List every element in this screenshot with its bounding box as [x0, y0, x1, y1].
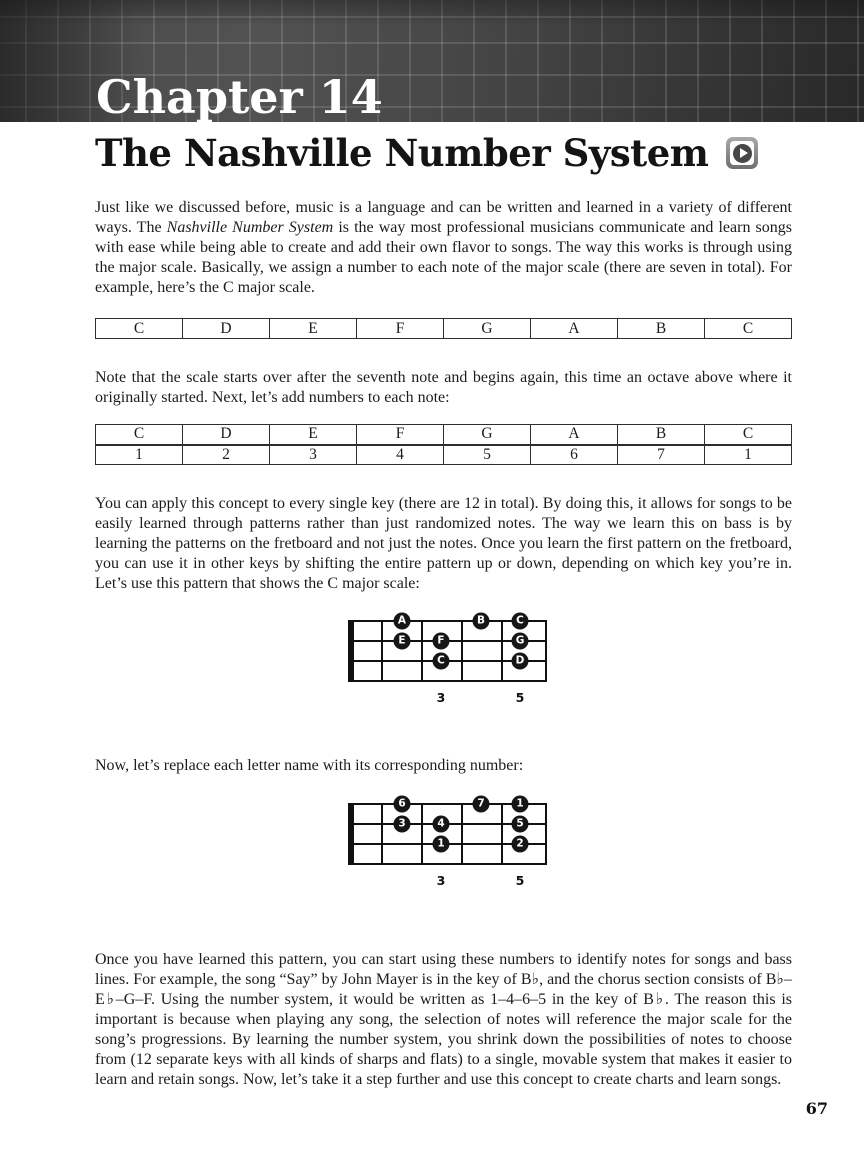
intro-text-start: Just like we discussed before, music is a language and can be written and learned in a variety of different ways. The: [95, 199, 792, 236]
play-triangle-icon: [733, 144, 752, 163]
nashville-number-system-term: Nashville Number System: [166, 219, 334, 236]
fret-number-label: 3: [436, 690, 446, 705]
fret-number-label: 3: [436, 873, 446, 888]
fret-line: [461, 803, 463, 865]
number-cell: 1: [96, 445, 183, 465]
fret-dot: 4: [433, 816, 450, 833]
note-cell: C: [705, 319, 792, 339]
fret-dot: 1: [512, 796, 529, 813]
fret-line: [421, 803, 423, 865]
note-cell: C: [96, 425, 183, 445]
number-cell: 4: [357, 445, 444, 465]
note-cell: D: [183, 319, 270, 339]
fret-dot: 1: [433, 836, 450, 853]
nut-bar: [348, 803, 354, 865]
number-cell: 2: [183, 445, 270, 465]
video-play-icon[interactable]: [726, 137, 758, 169]
fret-dot: B: [473, 613, 490, 630]
fret-line: [501, 620, 503, 682]
fretboard-diagram-numbers: [348, 797, 547, 893]
note-cell: C: [96, 319, 183, 339]
table-row: [96, 425, 792, 445]
number-cell: 5: [444, 445, 531, 465]
chapter-title: Chapter 14: [96, 70, 383, 124]
fret-dot: 7: [473, 796, 490, 813]
replace-numbers-paragraph: Now, let’s replace each letter name with its corresponding number:: [95, 757, 524, 774]
fret-dot: G: [512, 633, 529, 650]
pattern-paragraph: You can apply this concept to every single key (there are 12 in total). By doing this, it allows for songs to be easily learned through patterns rather than just randomized notes. The way we learn this on bass is by learning the patterns on the fretboard and not just the notes. Once you learn the first pattern on the fretboard, you can use it in other keys by shifting the entire pattern up or down, depending on which key you’re in. Let’s use this pattern that shows the C major scale:: [95, 495, 792, 592]
note-cell: D: [183, 425, 270, 445]
page-title: The Nashville Number System: [95, 130, 709, 175]
chapter-header-banner: [0, 0, 864, 122]
fret-line: [545, 620, 547, 682]
note-cell: E: [270, 425, 357, 445]
video-play-icon-inner: [730, 141, 754, 165]
page-title-row: [95, 131, 864, 175]
fret-line: [421, 620, 423, 682]
number-cell: 7: [618, 445, 705, 465]
fret-line: [501, 803, 503, 865]
note-cell: F: [357, 425, 444, 445]
table-row: [96, 319, 792, 339]
intro-paragraph: [95, 198, 792, 298]
fret-dot: C: [512, 613, 529, 630]
note-cell: B: [618, 425, 705, 445]
fret-number-label: 5: [515, 690, 525, 705]
note-cell: C: [705, 425, 792, 445]
number-cell: 3: [270, 445, 357, 465]
fret-dot: 3: [394, 816, 411, 833]
c-major-scale-numbers-table: [95, 424, 792, 465]
fret-dot: 5: [512, 816, 529, 833]
nut-bar: [348, 620, 354, 682]
c-major-scale-notes-table: [95, 318, 792, 339]
note-cell: F: [357, 319, 444, 339]
number-cell: 6: [531, 445, 618, 465]
fret-line: [461, 620, 463, 682]
octave-paragraph: Note that the scale starts over after the seventh note and begins again, this time an octave above where it originally started. Next, let’s add numbers to each note:: [95, 369, 792, 406]
fret-line: [381, 803, 383, 865]
note-cell: A: [531, 425, 618, 445]
fretboard-diagram-letters: [348, 614, 547, 710]
number-cell: 1: [705, 445, 792, 465]
fret-number-label: 5: [515, 873, 525, 888]
table-row: [96, 445, 792, 465]
note-cell: B: [618, 319, 705, 339]
page-number: 67: [805, 1099, 828, 1118]
page-body: [95, 198, 792, 1090]
note-cell: A: [531, 319, 618, 339]
fret-dot: D: [512, 653, 529, 670]
note-cell: G: [444, 319, 531, 339]
note-cell: G: [444, 425, 531, 445]
fret-line: [545, 803, 547, 865]
closing-paragraph: Once you have learned this pattern, you can start using these numbers to identify notes for songs and bass lines. For example, the song “Say” by John Mayer is in the key of B♭, and the chorus section consists of B♭–E♭–G–F. Using the number system, it would be written as 1–4–6–5 in the key of B♭. The reason this is important is because when playing any song, the selection of notes will reference the major scale for the song’s progressions. By learning the number system, you shrink down the possibilities of notes to choose from (12 separate keys with all kinds of sharps and flats) to a single, movable system that makes it easier to learn and retain songs. Now, let’s take it a step further and use this concept to create charts and learn songs.: [95, 951, 793, 1088]
fret-dot: E: [394, 633, 411, 650]
fret-dot: C: [433, 653, 450, 670]
intro-text-end: is the way most professional musicians communicate and learn songs with ease while being able to create and add their own flavor to songs. The way this works is through using the major scale. Basically, we assign a number to each note of the major scale (there are seven in total). For example, here’s the C major scale.: [95, 219, 792, 296]
fret-dot: A: [394, 613, 411, 630]
fret-dot: 2: [512, 836, 529, 853]
note-cell: E: [270, 319, 357, 339]
fret-dot: 6: [394, 796, 411, 813]
fret-dot: F: [433, 633, 450, 650]
fret-line: [381, 620, 383, 682]
